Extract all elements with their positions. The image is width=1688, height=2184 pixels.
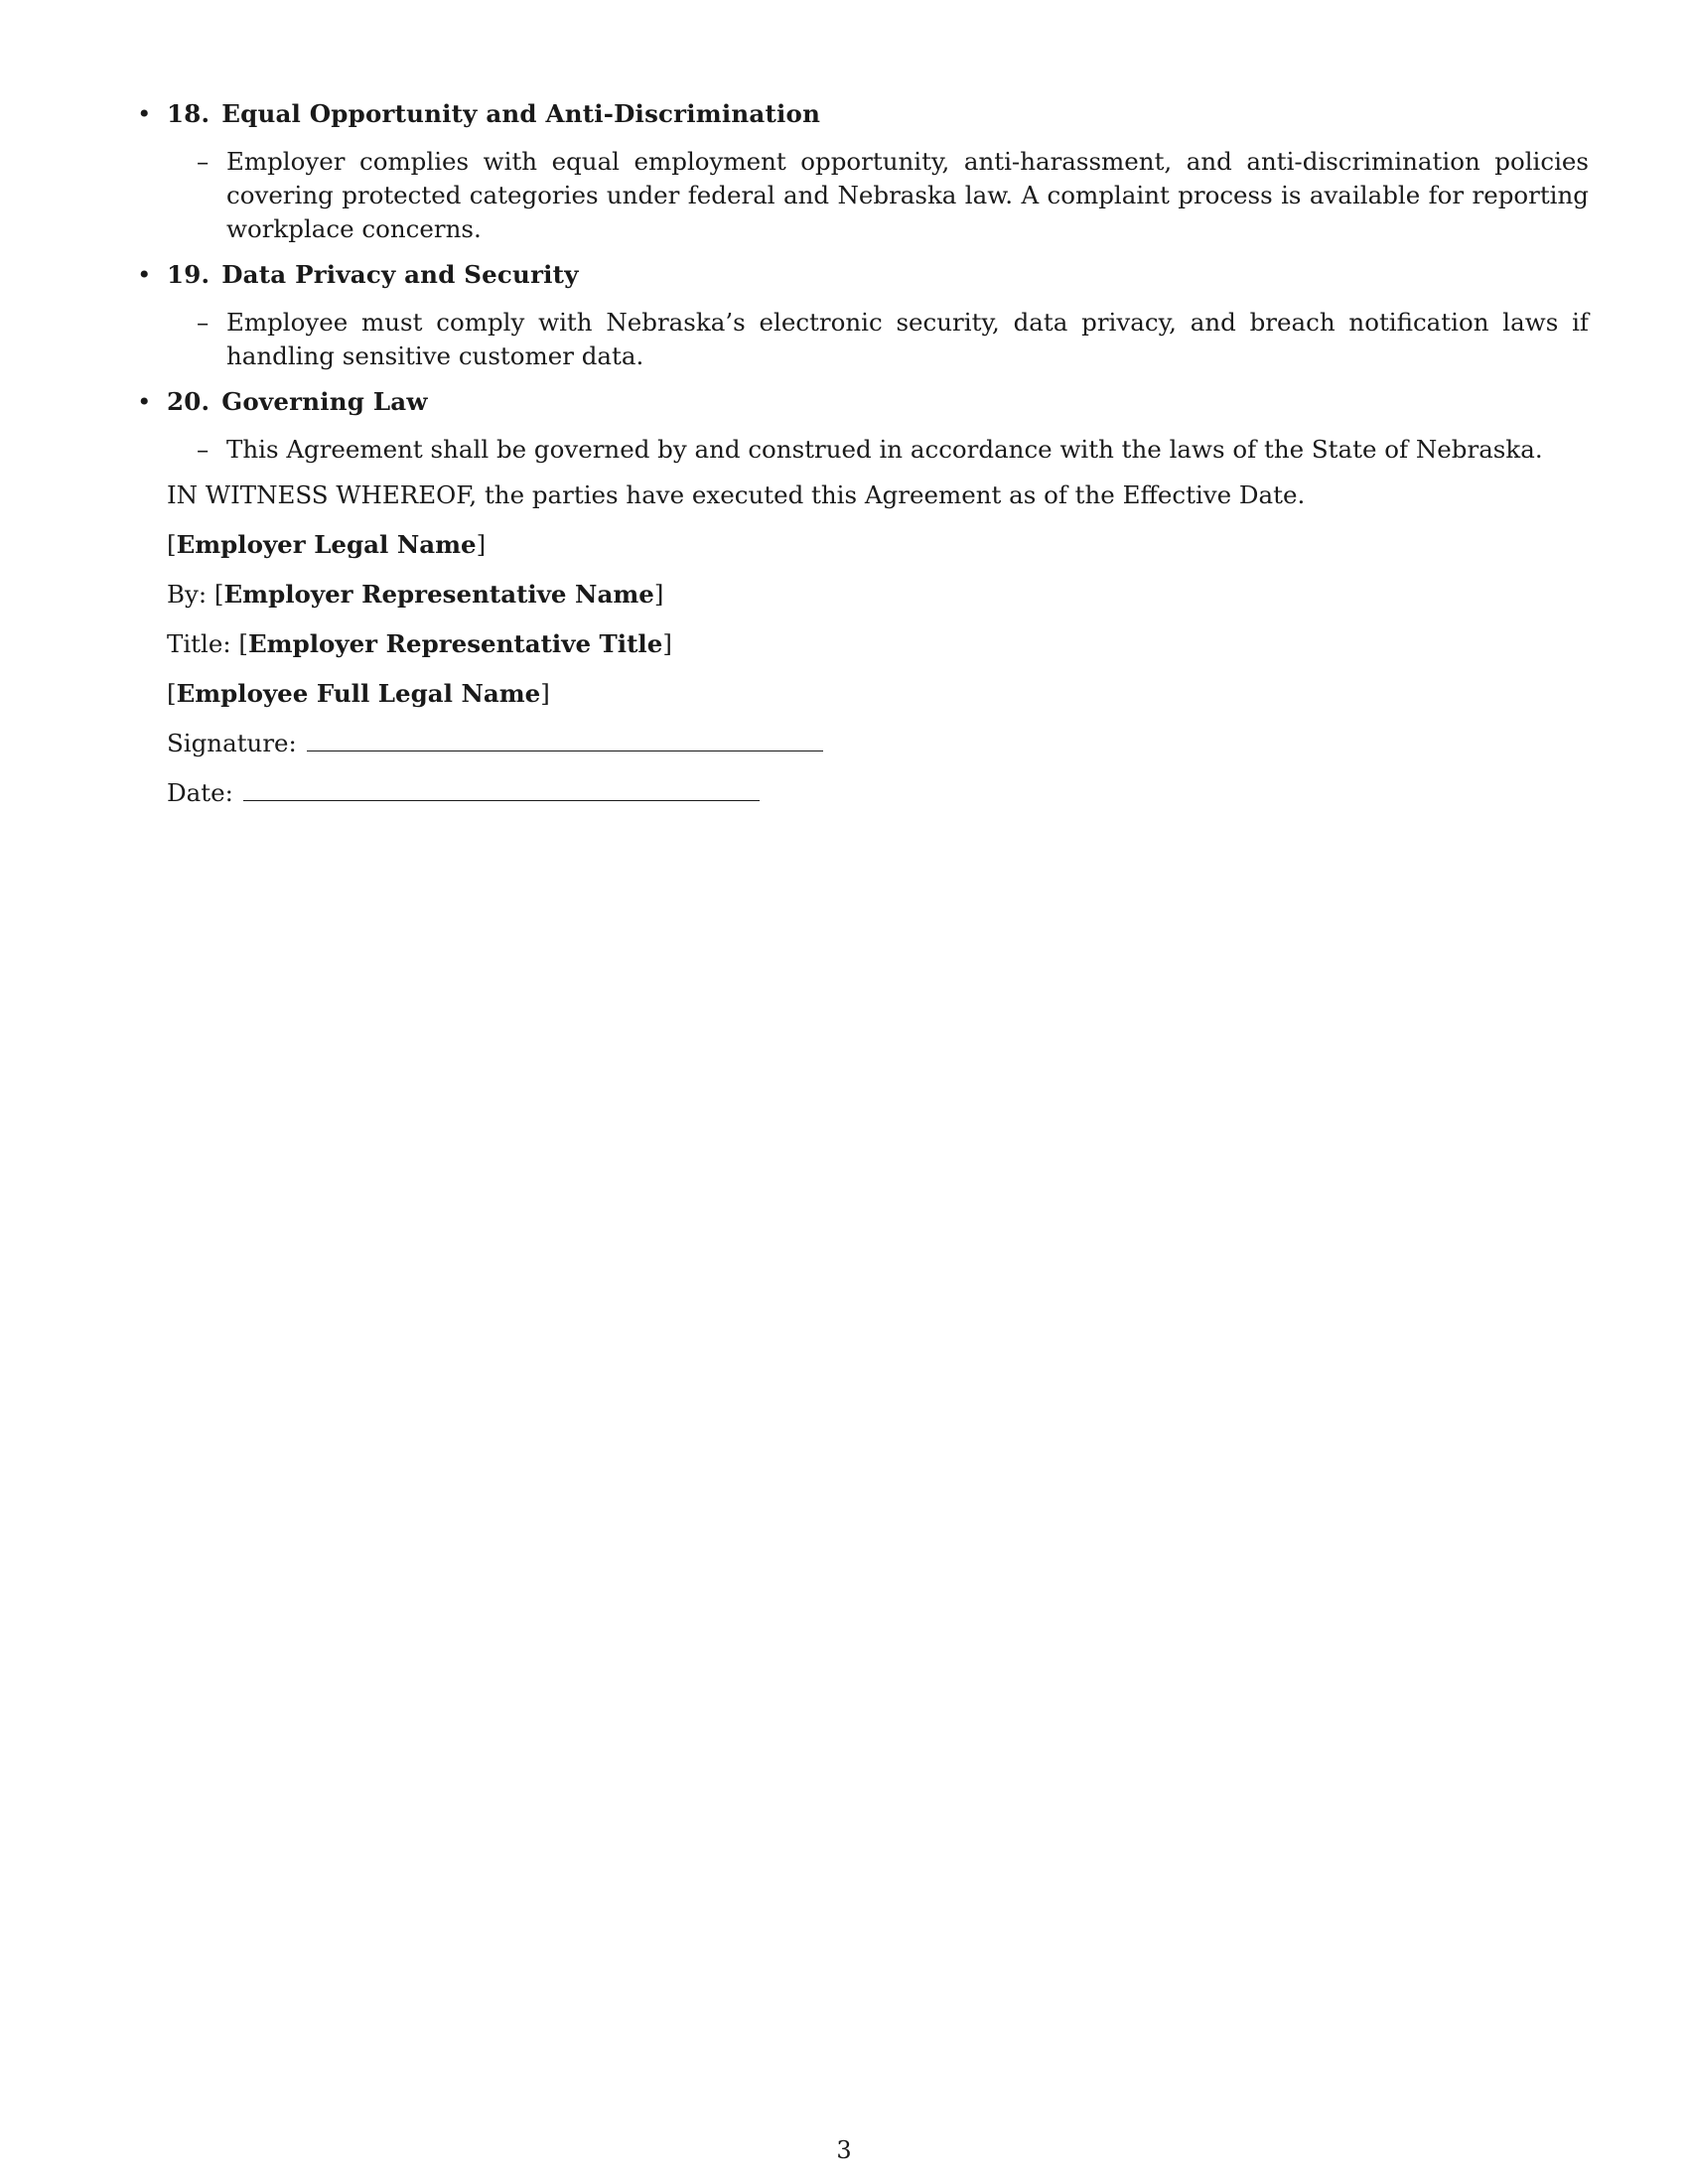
employee-name: Employee Full Legal Name [176, 679, 541, 708]
representative-title-line: Title: [Employer Representative Title] [167, 629, 672, 658]
representative-title: Employer Representative Title [247, 629, 663, 658]
dash-icon: – [197, 435, 210, 464]
bullet-icon: • [137, 99, 152, 128]
date-label: Date: [167, 778, 233, 807]
section-heading [129, 97, 1589, 131]
employee-name-line: [Employee Full Legal Name] [167, 679, 550, 708]
signature-line [167, 727, 1589, 760]
section-item-text: This Agreement shall be governed by and construed in accordance with the laws of the State of Nebraska. [226, 435, 1543, 464]
section-number: 18. [167, 99, 211, 128]
title-label: Title: [167, 629, 231, 658]
section-18 [129, 97, 1589, 246]
section-heading [129, 385, 1589, 419]
dash-icon: – [197, 147, 210, 176]
section-number: 19. [167, 260, 211, 289]
representative-name-line: By: [Employer Representative Name] [167, 580, 664, 609]
by-label: By: [167, 580, 208, 609]
section-item [197, 145, 1589, 246]
witness-clause: IN WITNESS WHEREOF, the parties have executed this Agreement as of the Effective Date. [167, 480, 1306, 509]
section-title: Data Privacy and Security [221, 260, 579, 289]
section-item-text: Employee must comply with Nebraska’s electronic security, data privacy, and breach notification laws if handling sensitive customer data. [226, 308, 1589, 370]
section-title: Governing Law [221, 387, 428, 416]
section-item [197, 433, 1589, 467]
section-item-text: Employer complies with equal employment opportunity, anti-harassment, and anti-discrimination policies covering protected categories under federal and Nebraska law. A complaint process is available for reporting workplace concerns. [226, 147, 1589, 243]
employer-name: Employer Legal Name [176, 530, 477, 559]
section-number: 20. [167, 387, 211, 416]
employer-name-line: [Employer Legal Name] [167, 530, 487, 559]
bullet-icon: • [137, 260, 152, 289]
date-blank[interactable] [243, 776, 760, 801]
section-title: Equal Opportunity and Anti-Discrimination [221, 99, 821, 128]
dash-icon: – [197, 308, 210, 337]
section-19 [129, 258, 1589, 373]
section-item [197, 306, 1589, 373]
representative-name: Employer Representative Name [223, 580, 654, 609]
section-20 [129, 385, 1589, 467]
signature-block [129, 528, 1589, 810]
signature-label: Signature: [167, 729, 297, 757]
signature-blank[interactable] [307, 727, 823, 751]
section-heading [129, 258, 1589, 292]
date-line [167, 776, 1589, 810]
bullet-icon: • [137, 387, 152, 416]
page-number: 3 [836, 2136, 852, 2164]
document-body [129, 97, 1589, 826]
